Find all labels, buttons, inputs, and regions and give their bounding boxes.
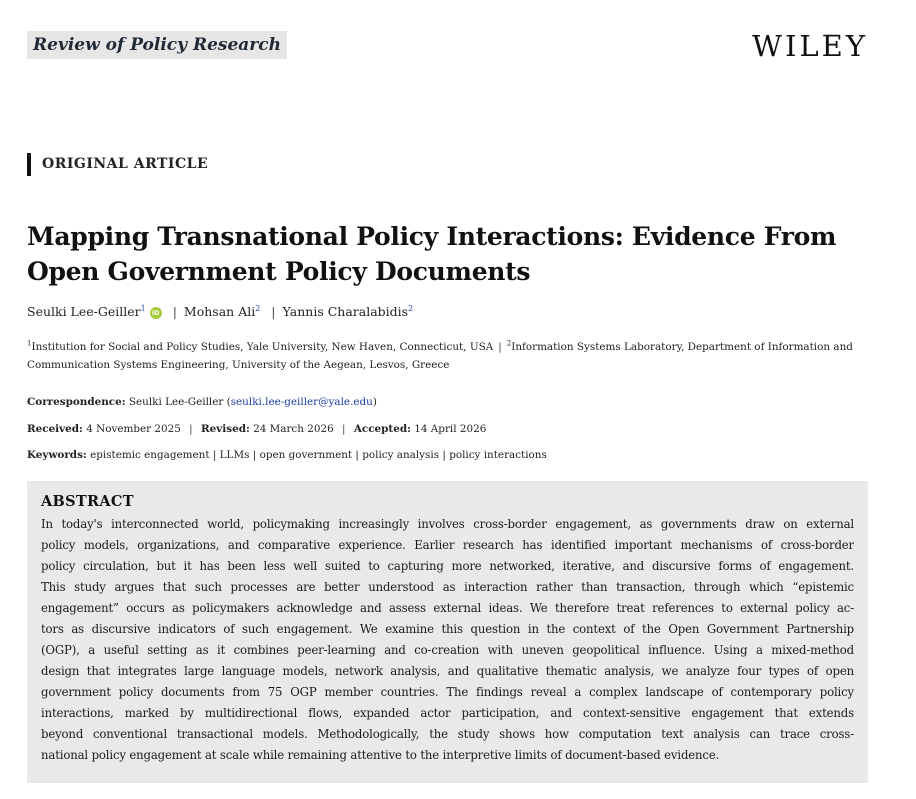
abstract-line: In today's interconnected world, policymaking increasingly involves cross-border engagement, as governments draw on external bbox=[41, 517, 854, 531]
keyword-separator: | bbox=[442, 449, 446, 461]
author-name[interactable]: Seulki Lee-Geiller bbox=[27, 304, 141, 319]
abstract-line: policy circulation, but it has been less well suited to capturing more networked, iterative, and discursive forms of engagement. bbox=[41, 559, 854, 573]
keywords bbox=[27, 447, 547, 463]
author-affiliation-ref[interactable]: 2 bbox=[255, 303, 261, 313]
article-title bbox=[27, 219, 887, 289]
affiliation-separator: | bbox=[498, 341, 502, 353]
abstract-line: (OGP), a useful setting as it combines peer-learning and co-creation with uneven geopolitical influence. Using a mixed-method bbox=[41, 643, 854, 657]
keyword[interactable]: LLMs bbox=[219, 449, 250, 461]
keyword-separator: | bbox=[355, 449, 359, 461]
abstract-box bbox=[27, 481, 868, 783]
abstract-line: design that integrates large language models, network analysis, and qualitative thematic analysis, we analyze four types of open bbox=[41, 664, 854, 678]
keyword[interactable]: epistemic engagement bbox=[90, 449, 210, 461]
date-separator: | bbox=[342, 423, 346, 435]
abstract-line: This study argues that such processes are better understood as interaction rather than transaction, through which “epistemic bbox=[41, 580, 854, 594]
correspondence-label: Correspondence: bbox=[27, 396, 126, 408]
author-separator: | bbox=[172, 304, 177, 319]
abstract-text bbox=[41, 514, 854, 766]
author-name[interactable]: Yannis Charalabidis bbox=[282, 304, 409, 319]
abstract-line: beyond conventional transactional models. Methodologically, the study shows how computation text analysis can trace cross- bbox=[41, 727, 854, 741]
accepted-label: Accepted: bbox=[353, 423, 411, 435]
abstract-line: interactions, marked by multidirectional flows, expanded actor participation, and context-sensitive engagement that extends bbox=[41, 706, 854, 720]
keyword[interactable]: policy interactions bbox=[449, 449, 547, 461]
keyword[interactable]: open government bbox=[259, 449, 353, 461]
journal-name[interactable]: Review of Policy Research bbox=[27, 31, 287, 59]
abstract-line: engagement” occurs as policymakers acknowledge and assess external ideas. We therefore treat references to external policy ac- bbox=[41, 601, 854, 615]
orcid-icon[interactable]: iD bbox=[150, 307, 162, 319]
abstract-line: tors as discursive indicators of such engagement. We examine this question in the context of the Open Government Partnership bbox=[41, 622, 854, 636]
article-title-line: Mapping Transnational Policy Interactions: Evidence From bbox=[27, 222, 837, 251]
revised-date: 24 March 2026 bbox=[253, 423, 334, 435]
affiliation-number: 2 bbox=[506, 339, 512, 348]
affiliation-text: Information Systems Laboratory, Department of Information and Communication Systems Engineering, University of the Aegean, Lesvos, Greece bbox=[27, 341, 853, 371]
accepted-date: 14 April 2026 bbox=[414, 423, 487, 435]
abstract-heading: ABSTRACT bbox=[41, 493, 134, 510]
affiliation-number: 1 bbox=[27, 339, 32, 348]
revised-label: Revised: bbox=[201, 423, 250, 435]
article-dates bbox=[27, 421, 486, 437]
keyword-separator: | bbox=[212, 449, 217, 461]
received-label: Received: bbox=[27, 423, 83, 435]
date-separator: | bbox=[189, 423, 193, 435]
keywords-label: Keywords: bbox=[27, 449, 87, 461]
affiliation-text: Institution for Social and Policy Studies, Yale University, New Haven, Connecticut, USA bbox=[31, 341, 494, 353]
author-affiliation-ref[interactable]: 2 bbox=[408, 303, 414, 313]
correspondence-name: Seulki Lee-Geiller bbox=[128, 396, 224, 408]
affiliations bbox=[27, 338, 872, 374]
correspondence: Correspondence: Seulki Lee-Geiller (seulki.lee-geiller@yale.edu) bbox=[27, 396, 377, 408]
keyword-separator: | bbox=[252, 449, 257, 461]
author-list bbox=[27, 303, 413, 321]
abstract-line: policy models, organizations, and comparative experience. Earlier research has identified important mechanisms of cross-border bbox=[41, 538, 854, 552]
publisher-logo[interactable]: WILEY bbox=[752, 29, 868, 63]
correspondence-email-link[interactable]: seulki.lee-geiller@yale.edu bbox=[230, 396, 373, 408]
article-title-line: Open Government Policy Documents bbox=[27, 257, 531, 286]
author-affiliation-ref[interactable]: 1 bbox=[140, 303, 146, 313]
author-separator: | bbox=[271, 304, 276, 319]
abstract-line: government policy documents from 75 OGP member countries. The findings reveal a complex landscape of contemporary policy bbox=[41, 685, 854, 699]
article-type-label: ORIGINAL ARTICLE bbox=[27, 153, 208, 176]
received-date: 4 November 2025 bbox=[86, 423, 181, 435]
author-name[interactable]: Mohsan Ali bbox=[183, 304, 256, 319]
abstract-line: national policy engagement at scale while remaining attentive to the interpretive limits of document-based evidence. bbox=[41, 748, 720, 762]
keyword[interactable]: policy analysis bbox=[362, 449, 440, 461]
